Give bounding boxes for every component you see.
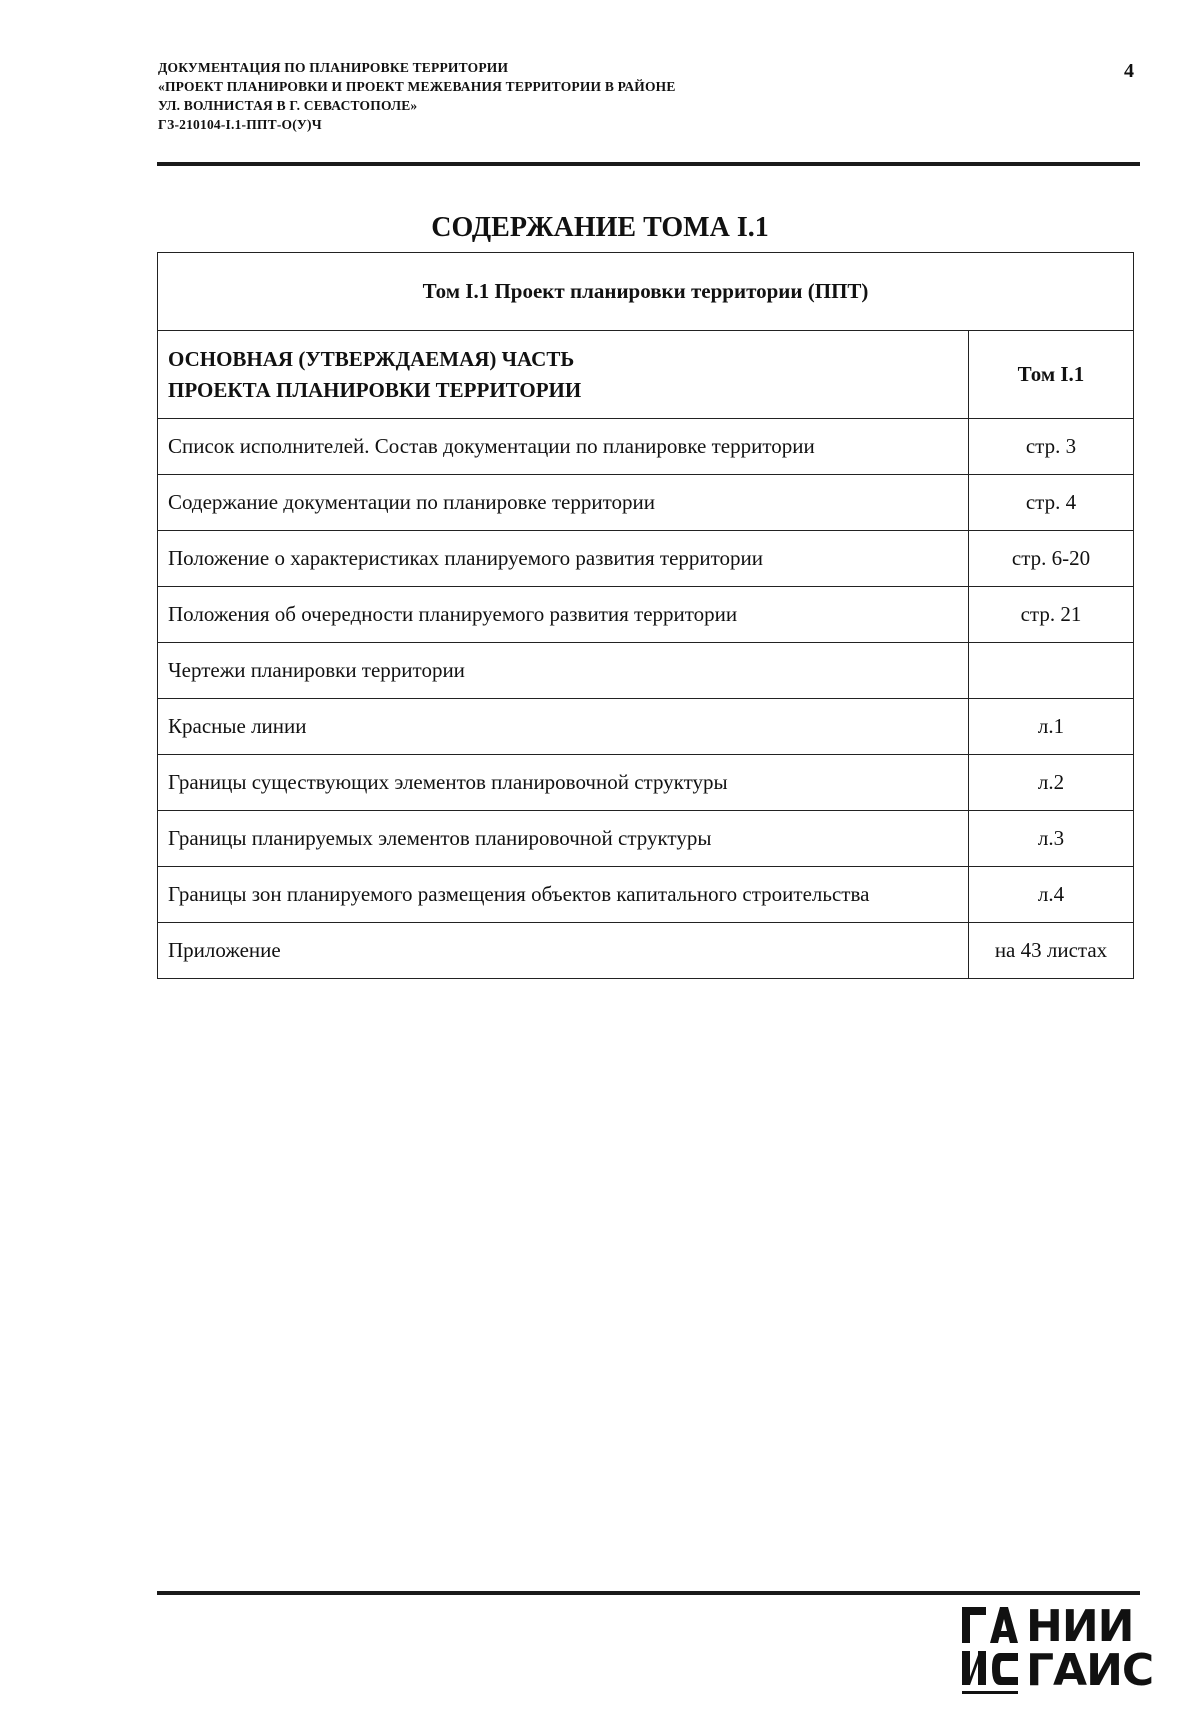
- row-name: Границы существующих элементов планировочной структуры: [158, 755, 969, 811]
- row-name: Положение о характеристиках планируемого развития территории: [158, 531, 969, 587]
- row-name: Красные линии: [158, 699, 969, 755]
- table-row: [158, 867, 1134, 923]
- row-name: Список исполнителей. Состав документации по планировке территории: [158, 419, 969, 475]
- row-page: л.2: [969, 755, 1134, 811]
- table-row: [158, 699, 1134, 755]
- row-page: стр. 4: [969, 475, 1134, 531]
- gais-monogram-icon: [960, 1603, 1022, 1699]
- row-name: Положения об очередности планируемого развития территории: [158, 587, 969, 643]
- row-page: л.1: [969, 699, 1134, 755]
- page-number: 4: [1124, 60, 1134, 82]
- header-line-1: ДОКУМЕНТАЦИЯ ПО ПЛАНИРОВКЕ ТЕРРИТОРИИ: [158, 60, 509, 75]
- logo-line-1: НИИ: [1026, 1601, 1134, 1652]
- row-name: Чертежи планировки территории: [158, 643, 969, 699]
- table-row: [158, 531, 1134, 587]
- logo-wordmark: [1026, 1601, 1154, 1696]
- row-page: на 43 листах: [969, 923, 1134, 979]
- footer-divider: [157, 1591, 1140, 1595]
- row-page: л.4: [969, 867, 1134, 923]
- table-row: [158, 923, 1134, 979]
- table-row: [158, 811, 1134, 867]
- table-row: [158, 643, 1134, 699]
- table-row: [158, 755, 1134, 811]
- header-line-2: «ПРОЕКТ ПЛАНИРОВКИ И ПРОЕКТ МЕЖЕВАНИЯ ТЕРРИТОРИИ В РАЙОНЕ: [158, 79, 676, 94]
- part-title-cell: [158, 331, 969, 419]
- row-page: л.3: [969, 811, 1134, 867]
- table-row: [158, 587, 1134, 643]
- part-volume-ref: Том I.1: [969, 331, 1134, 419]
- volume-title-row: [158, 253, 1134, 331]
- volume-title: Том I.1 Проект планировки территории (ППТ): [158, 253, 1134, 331]
- row-page: стр. 21: [969, 587, 1134, 643]
- row-name: Границы планируемых элементов планировочной структуры: [158, 811, 969, 867]
- logo-line-2: ГАИС: [1026, 1645, 1154, 1696]
- header-line-3: УЛ. ВОЛНИСТАЯ В Г. СЕВАСТОПОЛЕ»: [158, 98, 418, 113]
- part-header-row: [158, 331, 1134, 419]
- table-row: [158, 419, 1134, 475]
- row-name: Приложение: [158, 923, 969, 979]
- row-page: стр. 6-20: [969, 531, 1134, 587]
- part-title-line-1: ОСНОВНАЯ (УТВЕРЖДАЕМАЯ) ЧАСТЬ: [168, 346, 575, 371]
- part-title-line-2: ПРОЕКТА ПЛАНИРОВКИ ТЕРРИТОРИИ: [168, 377, 582, 402]
- row-page: стр. 3: [969, 419, 1134, 475]
- row-name: Границы зон планируемого размещения объектов капитального строительства: [158, 867, 969, 923]
- document-header: [158, 58, 958, 134]
- header-divider: [157, 162, 1140, 166]
- header-document-code: ГЗ-210104-I.1-ППТ-О(У)Ч: [158, 117, 322, 132]
- table-row: [158, 475, 1134, 531]
- row-page: [969, 643, 1134, 699]
- row-name: Содержание документации по планировке территории: [158, 475, 969, 531]
- page-title: СОДЕРЖАНИЕ ТОМА I.1: [431, 212, 769, 243]
- contents-table: [157, 252, 1134, 979]
- nii-gais-logo: [960, 1601, 1154, 1703]
